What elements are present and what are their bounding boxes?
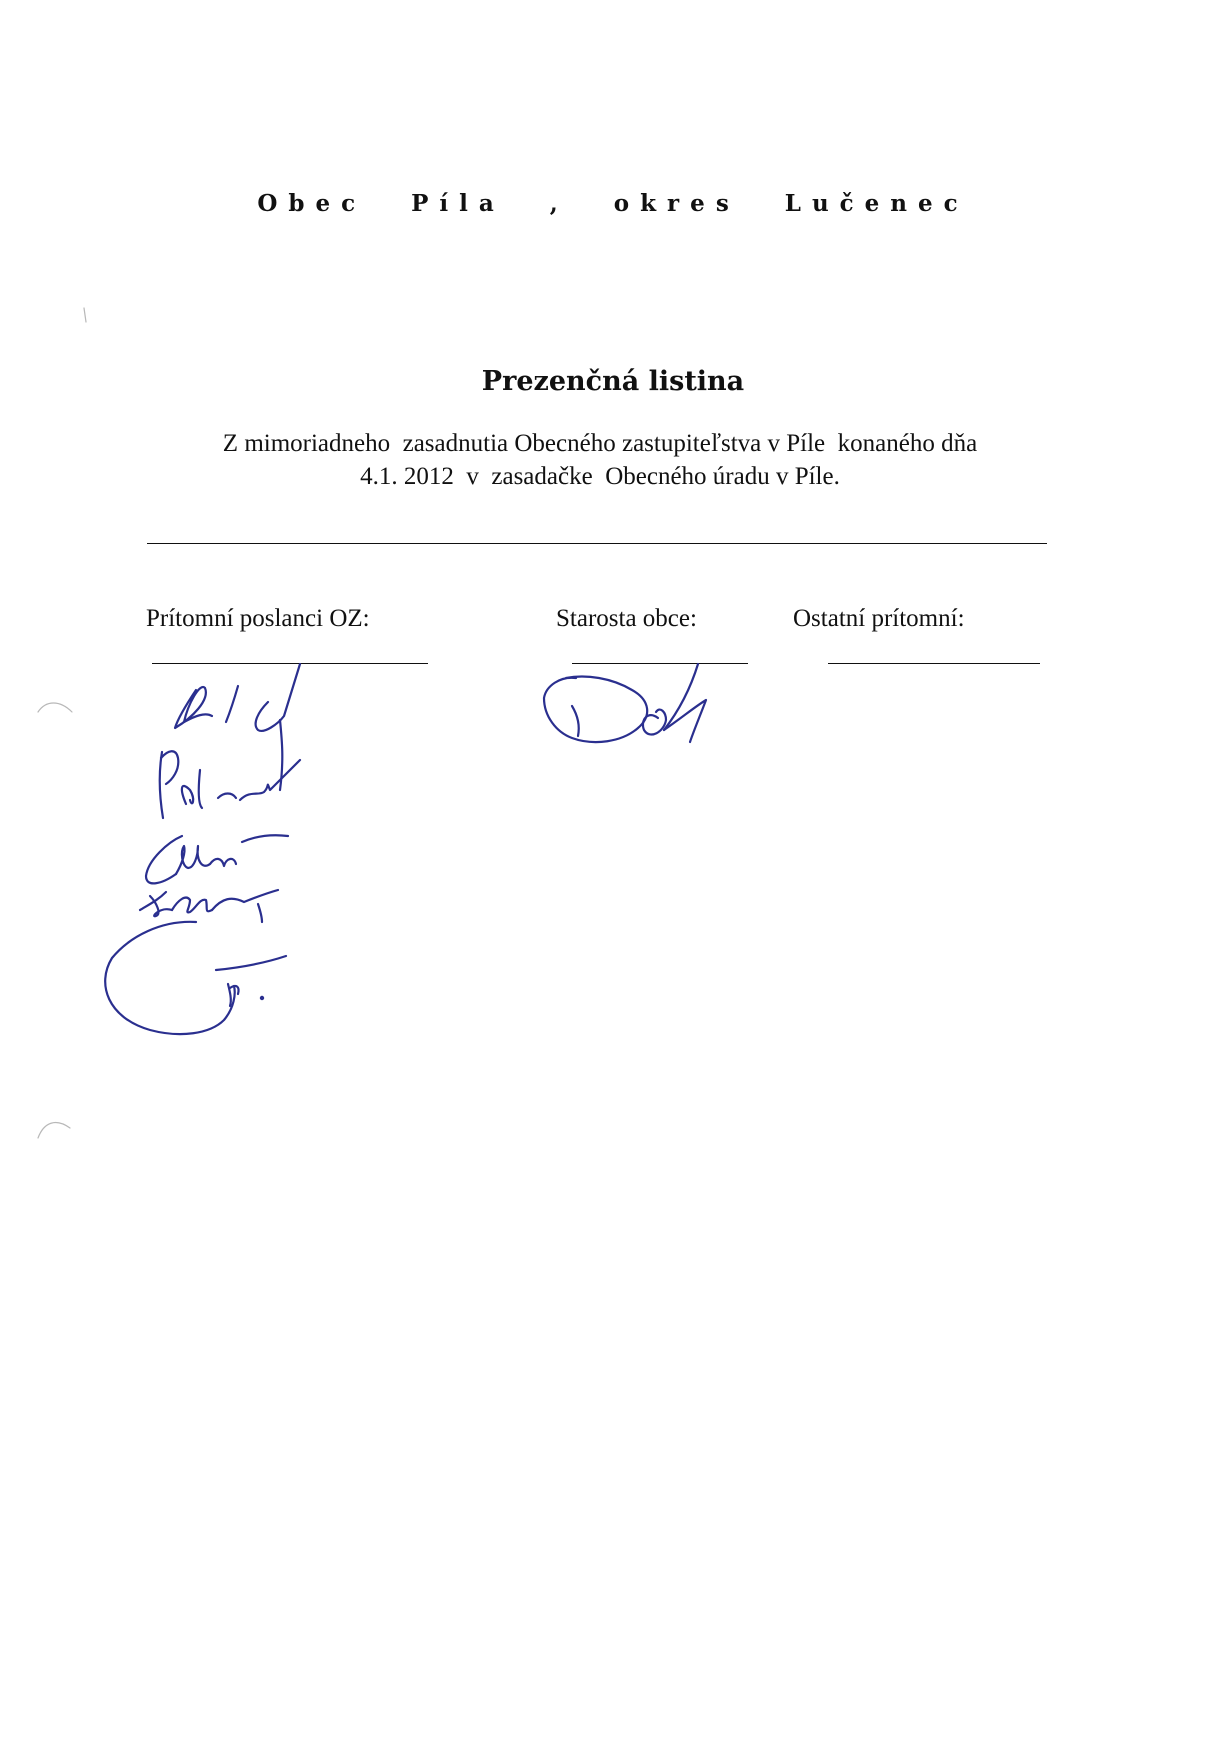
- municipality-header: Obec Píla , okres Lučenec: [257, 190, 969, 217]
- others-signature-line: [828, 663, 1040, 664]
- meeting-description: [120, 427, 1080, 493]
- deputies-column-label: Prítomní poslanci OZ:: [146, 605, 370, 632]
- deputy-signature-2: [160, 720, 300, 818]
- mayor-column-label: Starosta obce:: [556, 605, 697, 632]
- deputy-signature-4: [140, 890, 278, 922]
- deputy-signature-1: [175, 664, 300, 731]
- document-title: Prezenčná listina: [481, 366, 745, 397]
- deputy-signature-3: [146, 835, 288, 883]
- meeting-description-line-1: Z mimoriadneho zasadnutia Obecného zastupiteľstva v Píle konaného dňa: [222, 430, 978, 457]
- mayor-signature: [544, 664, 706, 742]
- deputy-signature-5: [105, 922, 286, 1034]
- others-column-label: Ostatní prítomní:: [793, 605, 965, 632]
- meeting-description-line-2: 4.1. 2012 v zasadačke Obecného úradu v Píle.: [360, 463, 840, 490]
- section-divider: [147, 543, 1047, 544]
- mayor-signature-line: [572, 663, 748, 664]
- deputies-signature-line: [152, 663, 428, 664]
